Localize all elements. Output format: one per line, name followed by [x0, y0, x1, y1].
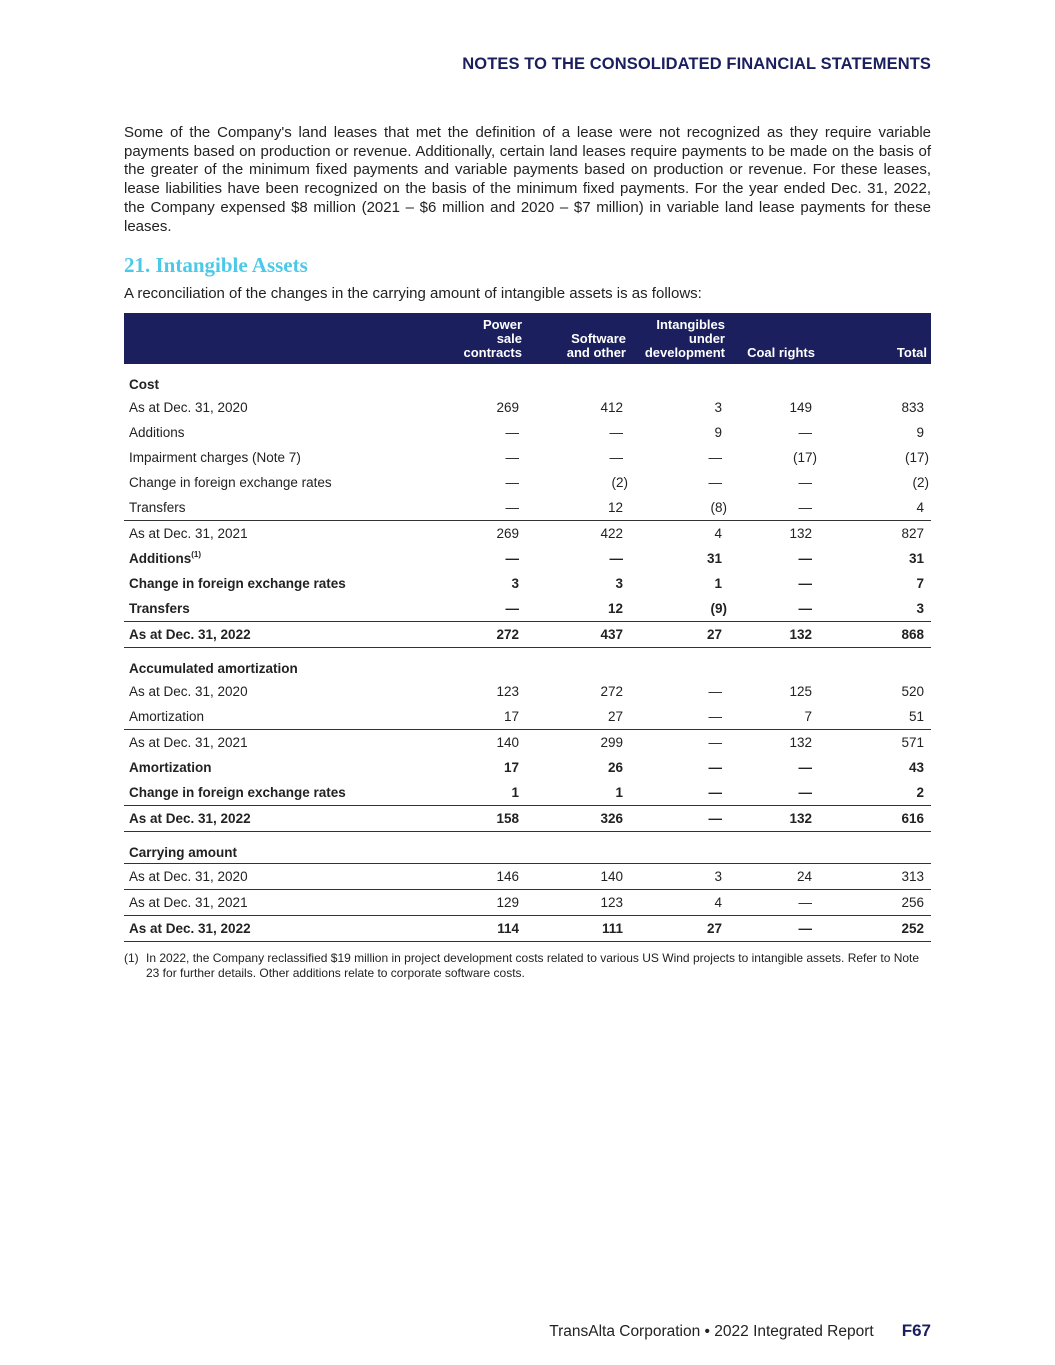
row-label	[124, 755, 446, 780]
column-header-line: under	[688, 331, 725, 346]
table-cell: 140	[600, 869, 623, 884]
table-cell: 313	[901, 869, 924, 884]
table-cell: 132	[738, 806, 834, 832]
table-row	[124, 679, 931, 704]
row-label	[124, 730, 446, 756]
row-label	[124, 806, 446, 832]
row-label	[124, 596, 446, 622]
table-group-row	[124, 648, 931, 680]
table-cell: 520	[901, 684, 924, 699]
table-cell	[738, 832, 834, 864]
table-cell: 17	[503, 760, 519, 775]
column-header	[638, 313, 738, 364]
row-label	[124, 916, 446, 942]
table-cell: 129	[446, 890, 546, 916]
section-subtitle: A reconciliation of the changes in the carrying amount of intangible assets is as follows:	[124, 285, 702, 302]
table-cell: 326	[546, 806, 638, 832]
row-label	[124, 832, 446, 864]
table-cell: 1	[714, 576, 722, 591]
table-cell: 132	[738, 622, 834, 648]
table-cell: (2)	[912, 475, 929, 490]
row-label-text: Accumulated amortization	[129, 661, 298, 676]
table-row	[124, 596, 931, 622]
column-header-line: contracts	[463, 345, 522, 360]
table-cell: —	[505, 425, 519, 440]
table-cell: 43	[908, 760, 924, 775]
table-cell: 2	[916, 785, 924, 800]
table-header	[124, 313, 931, 364]
row-label-text: Carrying amount	[129, 845, 238, 860]
table-cell: 9	[916, 425, 924, 440]
table-cell: 833	[901, 400, 924, 415]
table-row	[124, 622, 931, 648]
row-label	[124, 495, 446, 521]
row-label-text: Amortization	[129, 760, 212, 775]
table-cell: 4	[638, 521, 738, 547]
row-label-text: Cost	[129, 377, 159, 392]
row-label	[124, 546, 446, 571]
row-label-text: As at Dec. 31, 2022	[129, 627, 251, 642]
table-row	[124, 916, 931, 942]
table-row	[124, 571, 931, 596]
table-cell: 3	[714, 400, 722, 415]
table-cell: (8)	[710, 500, 727, 515]
row-label-text: As at Dec. 31, 2021	[129, 526, 248, 541]
table-cell: —	[708, 450, 722, 465]
table-row	[124, 445, 931, 470]
table-cell	[834, 832, 931, 864]
table-cell: 616	[834, 806, 931, 832]
table-row	[124, 730, 931, 756]
table-cell: 412	[600, 400, 623, 415]
table-cell	[834, 648, 931, 680]
column-header-line: Intangibles	[656, 317, 725, 332]
row-label-text: Additions	[129, 551, 192, 566]
table-row	[124, 704, 931, 730]
table-cell: 7	[916, 576, 924, 591]
section-heading: 21. Intangible Assets	[124, 253, 308, 277]
row-label	[124, 679, 446, 704]
footnote-mark: (1)	[124, 951, 139, 965]
table-cell: 158	[446, 806, 546, 832]
row-label	[124, 890, 446, 916]
row-label	[124, 780, 446, 806]
row-label	[124, 864, 446, 890]
column-header-line: and other	[566, 345, 626, 360]
table-cell	[638, 832, 738, 864]
table-cell: —	[505, 450, 519, 465]
table-cell	[546, 648, 638, 680]
table-row	[124, 890, 931, 916]
column-header	[546, 313, 638, 364]
table-cell: 123	[496, 684, 519, 699]
table-cell: 26	[607, 760, 623, 775]
table-cell: —	[798, 551, 812, 566]
table-cell	[638, 648, 738, 680]
table-cell: 24	[796, 869, 812, 884]
table-row	[124, 755, 931, 780]
row-label-text: As at Dec. 31, 2021	[129, 735, 248, 750]
table-cell	[638, 364, 738, 395]
footnote	[124, 951, 931, 981]
table-cell: 3	[615, 576, 623, 591]
table-cell: (9)	[710, 601, 727, 616]
intro-paragraph: Some of the Company's land leases that met the definition of a lease were not recognized as they require variable payments based on production or revenue. Additionally, certain land leases require payments to be made on the basis of the greater of the minimum fixed payments and variable payments based on production or revenue. For these leases, lease liabilities have been recognized on the basis of the minimum fixed payments. For the year ended Dec. 31, 2022, the Company expensed $8 million (2021 – $6 million and 2020 – $7 million) in variable land lease payments for these leases.	[124, 124, 931, 235]
table-cell: 27	[607, 709, 623, 724]
table-cell: 114	[446, 916, 546, 942]
table-cell: 827	[834, 521, 931, 547]
table-cell: 269	[446, 521, 546, 547]
table-cell: 7	[804, 709, 812, 724]
row-label-text: Transfers	[129, 500, 186, 515]
table-cell: 1	[615, 785, 623, 800]
row-label-text: Additions	[129, 425, 185, 440]
row-label	[124, 622, 446, 648]
table-cell: 140	[446, 730, 546, 756]
footnote-text: In 2022, the Company reclassified $19 million in project development costs related to various US Wind projects to intangible assets. Refer to Note 23 for further details. Other additions relate to corporate software costs.	[146, 951, 920, 980]
row-label	[124, 704, 446, 730]
row-label-text: As at Dec. 31, 2021	[129, 895, 248, 910]
table-cell: 123	[546, 890, 638, 916]
table-cell: 3	[916, 601, 924, 616]
table-cell: —	[798, 475, 812, 490]
row-label-text: Impairment charges (Note 7)	[129, 450, 301, 465]
table-cell: 4	[916, 500, 924, 515]
table-cell: 868	[834, 622, 931, 648]
table-cell: 51	[908, 709, 924, 724]
table-row	[124, 780, 931, 806]
table-cell: —	[708, 684, 722, 699]
row-label	[124, 521, 446, 547]
table-cell: 132	[738, 730, 834, 756]
table-cell: 422	[546, 521, 638, 547]
table-cell: 571	[834, 730, 931, 756]
table-cell: 269	[496, 400, 519, 415]
table-row	[124, 864, 931, 890]
table-cell: 12	[607, 601, 623, 616]
table-cell: 111	[546, 916, 638, 942]
table-cell: 27	[638, 916, 738, 942]
table-cell	[738, 648, 834, 680]
column-header-line: Power	[482, 317, 522, 332]
row-label	[124, 648, 446, 680]
row-label	[124, 470, 446, 495]
table-cell: 132	[738, 521, 834, 547]
row-label-text: Transfers	[129, 601, 190, 616]
table-cell: —	[708, 785, 722, 800]
column-header-line: Total	[896, 345, 927, 360]
footer-text: TransAlta Corporation • 2022 Integrated Report	[549, 1323, 874, 1340]
table-row	[124, 395, 931, 420]
table-cell: 149	[789, 400, 812, 415]
page-footer	[549, 1321, 931, 1341]
column-header	[834, 313, 931, 364]
table-cell	[446, 364, 546, 395]
column-header	[738, 313, 834, 364]
table-cell: (2)	[611, 475, 628, 490]
row-label-text: As at Dec. 31, 2020	[129, 869, 248, 884]
table-cell: 9	[714, 425, 722, 440]
table-cell: —	[738, 916, 834, 942]
table-cell: —	[505, 500, 519, 515]
table-cell: —	[505, 475, 519, 490]
table-row	[124, 546, 931, 571]
table-row	[124, 495, 931, 521]
table-cell: 252	[834, 916, 931, 942]
column-header-line: development	[644, 345, 725, 360]
page-header-title: NOTES TO THE CONSOLIDATED FINANCIAL STATEMENTS	[462, 55, 931, 73]
row-label-text: Change in foreign exchange rates	[129, 785, 346, 800]
table-cell: —	[708, 760, 722, 775]
table-cell: —	[798, 425, 812, 440]
table-cell: 12	[607, 500, 623, 515]
table-row	[124, 470, 931, 495]
table-cell: —	[798, 500, 812, 515]
table-cell: —	[708, 475, 722, 490]
table-cell: 256	[834, 890, 931, 916]
table-cell: 31	[908, 551, 924, 566]
table-cell: —	[798, 601, 812, 616]
row-label-text: As at Dec. 31, 2020	[129, 684, 248, 699]
table-cell: —	[708, 709, 722, 724]
table-cell: —	[609, 425, 623, 440]
table-cell: 31	[706, 551, 722, 566]
table-row	[124, 806, 931, 832]
column-header	[446, 313, 546, 364]
table-cell: —	[638, 806, 738, 832]
footnote-reference: (1)	[191, 550, 202, 559]
table-cell: 4	[638, 890, 738, 916]
table-cell: 125	[789, 684, 812, 699]
table-cell: 17	[503, 709, 519, 724]
table-row	[124, 521, 931, 547]
row-label-text: As at Dec. 31, 2022	[129, 921, 251, 936]
table-body	[124, 364, 931, 942]
table-cell: —	[609, 551, 623, 566]
table-group-row	[124, 832, 931, 864]
table-cell: 146	[496, 869, 519, 884]
row-label-text: Amortization	[129, 709, 205, 724]
table-cell: —	[798, 760, 812, 775]
table-cell: (17)	[904, 450, 929, 465]
row-label	[124, 571, 446, 596]
table-cell	[446, 648, 546, 680]
row-label-text: Change in foreign exchange rates	[129, 576, 346, 591]
table-cell: —	[609, 450, 623, 465]
table-cell	[546, 364, 638, 395]
table-cell: 272	[600, 684, 623, 699]
table-cell	[834, 364, 931, 395]
row-label	[124, 364, 446, 395]
table-cell: —	[505, 601, 519, 616]
table-cell: —	[505, 551, 519, 566]
table-cell: 3	[511, 576, 519, 591]
table-group-row	[124, 364, 931, 395]
column-header-line: sale	[496, 331, 522, 346]
table-cell: 3	[714, 869, 722, 884]
table-cell: 1	[511, 785, 519, 800]
page-number: F67	[901, 1321, 931, 1340]
column-header-line: Software	[571, 331, 626, 346]
table-cell: —	[738, 890, 834, 916]
row-label-text: As at Dec. 31, 2020	[129, 400, 248, 415]
table-cell: (17)	[792, 450, 817, 465]
table-row	[124, 420, 931, 445]
table-cell: 27	[638, 622, 738, 648]
row-label	[124, 395, 446, 420]
table-cell: —	[638, 730, 738, 756]
table-cell	[446, 832, 546, 864]
table-cell: —	[798, 576, 812, 591]
table-cell: 437	[546, 622, 638, 648]
table-cell: 272	[446, 622, 546, 648]
column-header-label	[124, 313, 446, 364]
row-label	[124, 420, 446, 445]
intangible-assets-table	[124, 313, 931, 942]
row-label	[124, 445, 446, 470]
table-cell: 299	[546, 730, 638, 756]
column-header-line: Coal rights	[747, 345, 815, 360]
row-label-text: Change in foreign exchange rates	[129, 475, 332, 490]
table-cell	[546, 832, 638, 864]
table-cell	[738, 364, 834, 395]
table-cell: —	[798, 785, 812, 800]
row-label-text: As at Dec. 31, 2022	[129, 811, 251, 826]
